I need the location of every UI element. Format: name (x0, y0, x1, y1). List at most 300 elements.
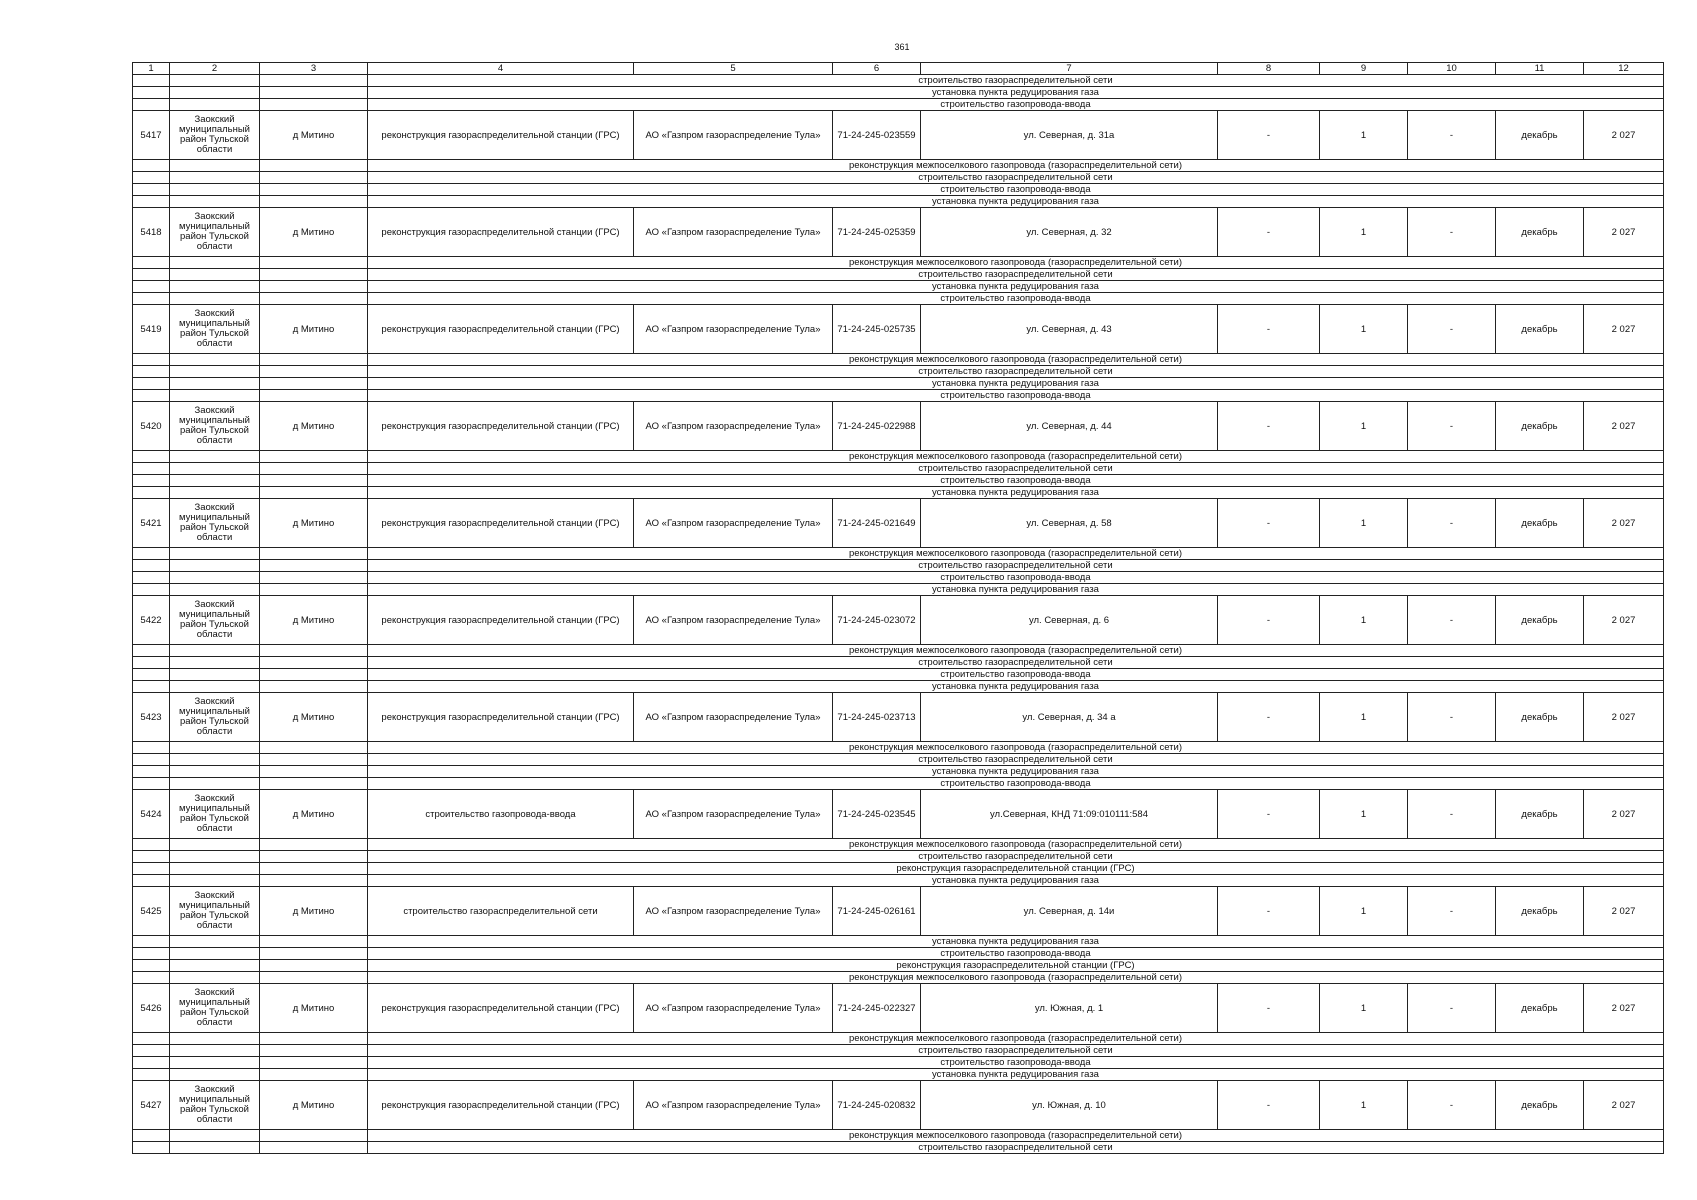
empty-num-cell (133, 281, 170, 293)
empty-district-cell (170, 269, 260, 281)
empty-district-cell (170, 184, 260, 196)
sub-work-row (133, 645, 1664, 657)
empty-locality-cell (260, 463, 368, 475)
sub-work-row (133, 863, 1664, 875)
object-code-cell: 71-24-245-023072 (833, 596, 921, 645)
sub-work-row (133, 1045, 1664, 1057)
sub-work-cell: установка пункта редуцирования газа (368, 936, 1664, 948)
address-cell: ул. Северная, д. 14и (921, 887, 1218, 936)
sub-work-cell: установка пункта редуцирования газа (368, 681, 1664, 693)
col8-cell: - (1218, 790, 1320, 839)
year-cell: 2 027 (1584, 305, 1664, 354)
empty-locality-cell (260, 160, 368, 172)
empty-locality-cell (260, 657, 368, 669)
empty-num-cell (133, 863, 170, 875)
address-cell: ул. Северная, д. 6 (921, 596, 1218, 645)
empty-num-cell (133, 269, 170, 281)
address-cell: ул. Северная, д. 34 а (921, 693, 1218, 742)
col8-cell: - (1218, 208, 1320, 257)
sub-work-row (133, 548, 1664, 560)
empty-num-cell (133, 475, 170, 487)
sub-work-row (133, 87, 1664, 99)
empty-locality-cell (260, 281, 368, 293)
col10-cell: - (1408, 402, 1496, 451)
header-col-12: 12 (1584, 63, 1664, 75)
locality-cell: д Митино (260, 499, 368, 548)
sub-work-row (133, 572, 1664, 584)
sub-work-cell: реконструкция межпоселкового газопровода (газораспределительной сети) (368, 548, 1664, 560)
col8-cell: - (1218, 305, 1320, 354)
empty-locality-cell (260, 475, 368, 487)
sub-work-cell: установка пункта редуцирования газа (368, 487, 1664, 499)
col9-cell: 1 (1320, 596, 1408, 645)
record-row (133, 305, 1664, 354)
sub-work-cell: реконструкция газораспределительной станции (ГРС) (368, 960, 1664, 972)
empty-district-cell (170, 172, 260, 184)
empty-num-cell (133, 572, 170, 584)
sub-work-cell: установка пункта редуцирования газа (368, 766, 1664, 778)
header-col-6: 6 (833, 63, 921, 75)
empty-locality-cell (260, 669, 368, 681)
empty-district-cell (170, 390, 260, 402)
empty-num-cell (133, 172, 170, 184)
sub-work-cell: строительство газораспределительной сети (368, 75, 1664, 87)
organization-cell: АО «Газпром газораспределение Тула» (634, 1081, 833, 1130)
empty-num-cell (133, 584, 170, 596)
register-table (132, 62, 1664, 1154)
locality-cell: д Митино (260, 887, 368, 936)
object-code-cell: 71-24-245-023559 (833, 111, 921, 160)
sub-work-cell: строительство газопровода-ввода (368, 184, 1664, 196)
object-code-cell: 71-24-245-023713 (833, 693, 921, 742)
sub-work-cell: строительство газораспределительной сети (368, 366, 1664, 378)
sub-work-cell: установка пункта редуцирования газа (368, 196, 1664, 208)
col9-cell: 1 (1320, 790, 1408, 839)
year-cell: 2 027 (1584, 887, 1664, 936)
empty-num-cell (133, 645, 170, 657)
empty-locality-cell (260, 75, 368, 87)
sub-work-cell: строительство газораспределительной сети (368, 851, 1664, 863)
col8-cell: - (1218, 111, 1320, 160)
organization-cell: АО «Газпром газораспределение Тула» (634, 305, 833, 354)
address-cell: ул. Южная, д. 1 (921, 984, 1218, 1033)
year-cell: 2 027 (1584, 499, 1664, 548)
empty-locality-cell (260, 257, 368, 269)
record-number-cell: 5425 (133, 887, 170, 936)
sub-work-cell: реконструкция межпоселкового газопровода (газораспределительной сети) (368, 257, 1664, 269)
col10-cell: - (1408, 887, 1496, 936)
empty-district-cell (170, 75, 260, 87)
record-number-cell: 5418 (133, 208, 170, 257)
sub-work-row (133, 99, 1664, 111)
col8-cell: - (1218, 596, 1320, 645)
work-type-cell: реконструкция газораспределительной станции (ГРС) (368, 402, 634, 451)
locality-cell: д Митино (260, 111, 368, 160)
locality-cell: д Митино (260, 790, 368, 839)
sub-work-row (133, 75, 1664, 87)
empty-num-cell (133, 548, 170, 560)
empty-num-cell (133, 851, 170, 863)
month-cell: декабрь (1496, 402, 1584, 451)
empty-district-cell (170, 1142, 260, 1154)
sub-work-row (133, 875, 1664, 887)
sub-work-cell: реконструкция межпоселкового газопровода (газораспределительной сети) (368, 451, 1664, 463)
empty-district-cell (170, 548, 260, 560)
work-type-cell: реконструкция газораспределительной станции (ГРС) (368, 1081, 634, 1130)
empty-num-cell (133, 293, 170, 305)
sub-work-cell: установка пункта редуцирования газа (368, 378, 1664, 390)
object-code-cell: 71-24-245-025359 (833, 208, 921, 257)
empty-district-cell (170, 584, 260, 596)
empty-district-cell (170, 742, 260, 754)
header-col-8: 8 (1218, 63, 1320, 75)
sub-work-cell: строительство газораспределительной сети (368, 1045, 1664, 1057)
header-col-4: 4 (368, 63, 634, 75)
sub-work-row (133, 560, 1664, 572)
empty-district-cell (170, 257, 260, 269)
empty-district-cell (170, 487, 260, 499)
district-cell: Заокский муниципальный район Тульской области (170, 402, 260, 451)
organization-cell: АО «Газпром газораспределение Тула» (634, 596, 833, 645)
col9-cell: 1 (1320, 111, 1408, 160)
empty-locality-cell (260, 1033, 368, 1045)
year-cell: 2 027 (1584, 402, 1664, 451)
empty-locality-cell (260, 839, 368, 851)
empty-locality-cell (260, 560, 368, 572)
col9-cell: 1 (1320, 208, 1408, 257)
empty-num-cell (133, 184, 170, 196)
empty-locality-cell (260, 936, 368, 948)
organization-cell: АО «Газпром газораспределение Тула» (634, 208, 833, 257)
district-cell: Заокский муниципальный район Тульской области (170, 596, 260, 645)
address-cell: ул. Северная, д. 32 (921, 208, 1218, 257)
district-cell: Заокский муниципальный район Тульской области (170, 790, 260, 839)
organization-cell: АО «Газпром газораспределение Тула» (634, 693, 833, 742)
sub-work-cell: строительство газопровода-ввода (368, 572, 1664, 584)
empty-num-cell (133, 669, 170, 681)
col10-cell: - (1408, 596, 1496, 645)
sub-work-cell: реконструкция газораспределительной станции (ГРС) (368, 863, 1664, 875)
object-code-cell: 71-24-245-025735 (833, 305, 921, 354)
empty-locality-cell (260, 754, 368, 766)
empty-num-cell (133, 657, 170, 669)
record-number-cell: 5422 (133, 596, 170, 645)
sub-work-row (133, 766, 1664, 778)
object-code-cell: 71-24-245-023545 (833, 790, 921, 839)
sub-work-row (133, 475, 1664, 487)
work-type-cell: реконструкция газораспределительной станции (ГРС) (368, 305, 634, 354)
address-cell: ул. Южная, д. 10 (921, 1081, 1218, 1130)
header-col-11: 11 (1496, 63, 1584, 75)
sub-work-row (133, 584, 1664, 596)
organization-cell: АО «Газпром газораспределение Тула» (634, 790, 833, 839)
header-col-5: 5 (634, 63, 833, 75)
empty-locality-cell (260, 1069, 368, 1081)
empty-locality-cell (260, 172, 368, 184)
empty-num-cell (133, 1142, 170, 1154)
organization-cell: АО «Газпром газораспределение Тула» (634, 887, 833, 936)
locality-cell: д Митино (260, 1081, 368, 1130)
empty-locality-cell (260, 1057, 368, 1069)
empty-district-cell (170, 657, 260, 669)
locality-cell: д Митино (260, 984, 368, 1033)
empty-num-cell (133, 742, 170, 754)
sub-work-cell: строительство газораспределительной сети (368, 172, 1664, 184)
col10-cell: - (1408, 111, 1496, 160)
empty-locality-cell (260, 487, 368, 499)
empty-district-cell (170, 1033, 260, 1045)
empty-locality-cell (260, 451, 368, 463)
empty-district-cell (170, 936, 260, 948)
sub-work-row (133, 390, 1664, 402)
district-cell: Заокский муниципальный район Тульской области (170, 984, 260, 1033)
sub-work-cell: реконструкция межпоселкового газопровода (газораспределительной сети) (368, 972, 1664, 984)
col9-cell: 1 (1320, 984, 1408, 1033)
empty-district-cell (170, 839, 260, 851)
empty-locality-cell (260, 548, 368, 560)
empty-locality-cell (260, 378, 368, 390)
empty-num-cell (133, 778, 170, 790)
record-row (133, 111, 1664, 160)
empty-num-cell (133, 354, 170, 366)
empty-district-cell (170, 378, 260, 390)
sub-work-row (133, 257, 1664, 269)
empty-district-cell (170, 669, 260, 681)
sub-work-cell: установка пункта редуцирования газа (368, 584, 1664, 596)
work-type-cell: реконструкция газораспределительной станции (ГРС) (368, 984, 634, 1033)
record-number-cell: 5427 (133, 1081, 170, 1130)
empty-locality-cell (260, 960, 368, 972)
sub-work-cell: установка пункта редуцирования газа (368, 281, 1664, 293)
sub-work-row (133, 681, 1664, 693)
sub-work-row (133, 1057, 1664, 1069)
sub-work-row (133, 778, 1664, 790)
address-cell: ул. Северная, д. 58 (921, 499, 1218, 548)
empty-num-cell (133, 839, 170, 851)
empty-num-cell (133, 378, 170, 390)
sub-work-row (133, 960, 1664, 972)
sub-work-row (133, 742, 1664, 754)
year-cell: 2 027 (1584, 984, 1664, 1033)
empty-district-cell (170, 778, 260, 790)
header-col-7: 7 (921, 63, 1218, 75)
sub-work-cell: реконструкция межпоселкового газопровода (газораспределительной сети) (368, 1130, 1664, 1142)
sub-work-row (133, 839, 1664, 851)
record-row (133, 887, 1664, 936)
year-cell: 2 027 (1584, 596, 1664, 645)
locality-cell: д Митино (260, 402, 368, 451)
sub-work-row (133, 972, 1664, 984)
sub-work-cell: строительство газопровода-ввода (368, 669, 1664, 681)
month-cell: декабрь (1496, 305, 1584, 354)
month-cell: декабрь (1496, 596, 1584, 645)
district-cell: Заокский муниципальный район Тульской области (170, 1081, 260, 1130)
record-row (133, 693, 1664, 742)
empty-num-cell (133, 754, 170, 766)
empty-num-cell (133, 936, 170, 948)
empty-locality-cell (260, 863, 368, 875)
sub-work-cell: реконструкция межпоселкового газопровода (газораспределительной сети) (368, 645, 1664, 657)
sub-work-cell: установка пункта редуцирования газа (368, 875, 1664, 887)
organization-cell: АО «Газпром газораспределение Тула» (634, 402, 833, 451)
empty-num-cell (133, 99, 170, 111)
district-cell: Заокский муниципальный район Тульской области (170, 111, 260, 160)
work-type-cell: реконструкция газораспределительной станции (ГРС) (368, 499, 634, 548)
sub-work-cell: строительство газопровода-ввода (368, 948, 1664, 960)
sub-work-row (133, 463, 1664, 475)
work-type-cell: реконструкция газораспределительной станции (ГРС) (368, 693, 634, 742)
sub-work-row (133, 378, 1664, 390)
empty-district-cell (170, 1045, 260, 1057)
empty-district-cell (170, 754, 260, 766)
empty-num-cell (133, 87, 170, 99)
empty-district-cell (170, 645, 260, 657)
empty-locality-cell (260, 742, 368, 754)
header-col-3: 3 (260, 63, 368, 75)
empty-district-cell (170, 960, 260, 972)
empty-locality-cell (260, 293, 368, 305)
object-code-cell: 71-24-245-020832 (833, 1081, 921, 1130)
empty-locality-cell (260, 354, 368, 366)
district-cell: Заокский муниципальный район Тульской области (170, 693, 260, 742)
col9-cell: 1 (1320, 402, 1408, 451)
empty-district-cell (170, 766, 260, 778)
empty-num-cell (133, 1057, 170, 1069)
empty-num-cell (133, 366, 170, 378)
record-number-cell: 5423 (133, 693, 170, 742)
month-cell: декабрь (1496, 111, 1584, 160)
record-row (133, 402, 1664, 451)
record-row (133, 790, 1664, 839)
empty-num-cell (133, 875, 170, 887)
object-code-cell: 71-24-245-021649 (833, 499, 921, 548)
empty-locality-cell (260, 766, 368, 778)
sub-work-row (133, 948, 1664, 960)
record-number-cell: 5426 (133, 984, 170, 1033)
col10-cell: - (1408, 499, 1496, 548)
month-cell: декабрь (1496, 984, 1584, 1033)
empty-locality-cell (260, 366, 368, 378)
month-cell: декабрь (1496, 693, 1584, 742)
object-code-cell: 71-24-245-026161 (833, 887, 921, 936)
empty-district-cell (170, 160, 260, 172)
empty-district-cell (170, 293, 260, 305)
col8-cell: - (1218, 984, 1320, 1033)
record-number-cell: 5421 (133, 499, 170, 548)
col10-cell: - (1408, 693, 1496, 742)
empty-num-cell (133, 948, 170, 960)
sub-work-cell: строительство газораспределительной сети (368, 463, 1664, 475)
sub-work-row (133, 269, 1664, 281)
empty-locality-cell (260, 584, 368, 596)
sub-work-row (133, 669, 1664, 681)
sub-work-cell: строительство газопровода-ввода (368, 293, 1664, 305)
sub-work-cell: реконструкция межпоселкового газопровода (газораспределительной сети) (368, 354, 1664, 366)
record-row (133, 208, 1664, 257)
empty-district-cell (170, 354, 260, 366)
col10-cell: - (1408, 984, 1496, 1033)
record-number-cell: 5419 (133, 305, 170, 354)
empty-district-cell (170, 875, 260, 887)
address-cell: ул. Северная, д. 31а (921, 111, 1218, 160)
sub-work-row (133, 1142, 1664, 1154)
col10-cell: - (1408, 305, 1496, 354)
sub-work-cell: строительство газораспределительной сети (368, 657, 1664, 669)
year-cell: 2 027 (1584, 1081, 1664, 1130)
empty-district-cell (170, 463, 260, 475)
work-type-cell: реконструкция газораспределительной станции (ГРС) (368, 208, 634, 257)
sub-work-cell: реконструкция межпоселкового газопровода (газораспределительной сети) (368, 160, 1664, 172)
district-cell: Заокский муниципальный район Тульской области (170, 499, 260, 548)
empty-num-cell (133, 681, 170, 693)
header-col-9: 9 (1320, 63, 1408, 75)
sub-work-cell: реконструкция межпоселкового газопровода (газораспределительной сети) (368, 742, 1664, 754)
empty-locality-cell (260, 681, 368, 693)
sub-work-row (133, 184, 1664, 196)
sub-work-row (133, 657, 1664, 669)
organization-cell: АО «Газпром газораспределение Тула» (634, 499, 833, 548)
record-number-cell: 5420 (133, 402, 170, 451)
address-cell: ул. Северная, д. 44 (921, 402, 1218, 451)
sub-work-row (133, 1069, 1664, 1081)
empty-num-cell (133, 766, 170, 778)
empty-locality-cell (260, 87, 368, 99)
empty-district-cell (170, 560, 260, 572)
empty-locality-cell (260, 99, 368, 111)
page-number: 361 (894, 42, 910, 52)
empty-locality-cell (260, 184, 368, 196)
work-type-cell: строительство газопровода-ввода (368, 790, 634, 839)
empty-num-cell (133, 960, 170, 972)
sub-work-row (133, 172, 1664, 184)
object-code-cell: 71-24-245-022988 (833, 402, 921, 451)
empty-district-cell (170, 572, 260, 584)
empty-num-cell (133, 1130, 170, 1142)
sub-work-cell: строительство газопровода-ввода (368, 390, 1664, 402)
sub-work-row (133, 754, 1664, 766)
col9-cell: 1 (1320, 305, 1408, 354)
sub-work-row (133, 293, 1664, 305)
month-cell: декабрь (1496, 208, 1584, 257)
empty-district-cell (170, 451, 260, 463)
col8-cell: - (1218, 499, 1320, 548)
empty-locality-cell (260, 572, 368, 584)
empty-district-cell (170, 972, 260, 984)
header-col-2: 2 (170, 63, 260, 75)
sub-work-cell: строительство газопровода-ввода (368, 99, 1664, 111)
sub-work-row (133, 366, 1664, 378)
sub-work-row (133, 487, 1664, 499)
empty-district-cell (170, 99, 260, 111)
address-cell: ул. Северная, д. 43 (921, 305, 1218, 354)
work-type-cell: реконструкция газораспределительной станции (ГРС) (368, 596, 634, 645)
empty-locality-cell (260, 269, 368, 281)
sub-work-cell: строительство газопровода-ввода (368, 475, 1664, 487)
empty-district-cell (170, 281, 260, 293)
empty-num-cell (133, 75, 170, 87)
empty-district-cell (170, 1069, 260, 1081)
empty-district-cell (170, 1130, 260, 1142)
empty-num-cell (133, 390, 170, 402)
sub-work-cell: установка пункта редуцирования газа (368, 87, 1664, 99)
sub-work-row (133, 451, 1664, 463)
col10-cell: - (1408, 1081, 1496, 1130)
district-cell: Заокский муниципальный район Тульской области (170, 887, 260, 936)
address-cell: ул.Северная, КНД 71:09:010111:584 (921, 790, 1218, 839)
record-row (133, 499, 1664, 548)
empty-num-cell (133, 160, 170, 172)
empty-district-cell (170, 863, 260, 875)
